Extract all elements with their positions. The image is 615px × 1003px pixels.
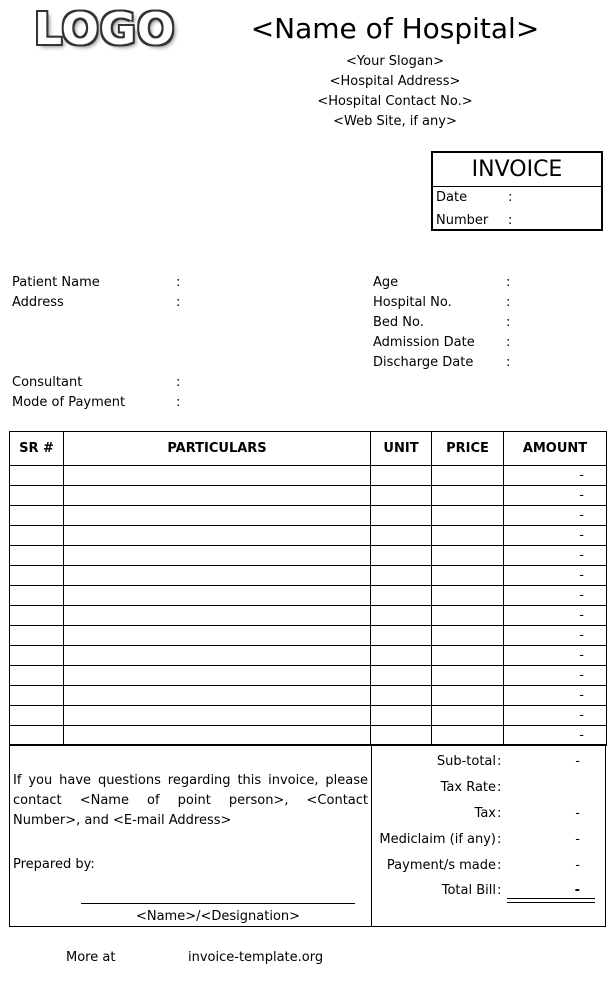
cell-particulars[interactable] <box>64 626 371 646</box>
colon: : <box>176 295 181 310</box>
header-sr: SR # <box>10 432 64 466</box>
cell-unit[interactable] <box>371 726 432 746</box>
cell-price[interactable] <box>432 486 504 506</box>
questions-note: If you have questions regarding this invoice, please contact <Name of point person>, <Contact Number>, and <E-mail Address> <box>13 773 368 828</box>
cell-amount[interactable]: - <box>504 726 607 746</box>
cell-particulars[interactable] <box>64 466 371 486</box>
invoice-box <box>431 151 603 231</box>
payments-made-value[interactable]: - <box>575 858 580 873</box>
cell-unit[interactable] <box>371 546 432 566</box>
cell-unit[interactable] <box>371 526 432 546</box>
logo: LOGO <box>34 4 176 55</box>
colon: : <box>497 780 502 795</box>
cell-price[interactable] <box>432 706 504 726</box>
cell-sr[interactable] <box>10 466 64 486</box>
items-table <box>9 431 607 746</box>
tax-value[interactable]: - <box>575 806 580 821</box>
cell-price[interactable] <box>432 546 504 566</box>
invoice-number-label: Number <box>436 213 489 228</box>
mediclaim-row <box>362 830 596 850</box>
cell-particulars[interactable] <box>64 486 371 506</box>
cell-price[interactable] <box>432 466 504 486</box>
colon: : <box>508 190 513 205</box>
cell-price[interactable] <box>432 586 504 606</box>
cell-price[interactable] <box>432 526 504 546</box>
cell-sr[interactable] <box>10 526 64 546</box>
table-row <box>10 586 607 606</box>
admission-date-label: Admission Date <box>373 335 475 350</box>
age-label: Age <box>373 275 399 290</box>
signature-name: <Name>/<Designation> <box>135 909 301 924</box>
cell-amount[interactable]: - <box>504 626 607 646</box>
cell-amount[interactable]: - <box>504 666 607 686</box>
cell-sr[interactable] <box>10 686 64 706</box>
colon: : <box>506 335 511 350</box>
hospital-contact: <Hospital Contact No.> <box>317 94 473 109</box>
subtotal-label: Sub-total <box>436 754 496 769</box>
cell-unit[interactable] <box>371 646 432 666</box>
colon: : <box>497 754 502 769</box>
cell-price[interactable] <box>432 686 504 706</box>
header-unit: UNIT <box>371 432 432 466</box>
cell-price[interactable] <box>432 566 504 586</box>
website: <Web Site, if any> <box>333 114 457 129</box>
cell-unit[interactable] <box>371 606 432 626</box>
more-at-label: More at <box>66 950 116 965</box>
tax-rate-row <box>362 778 596 798</box>
cell-sr[interactable] <box>10 706 64 726</box>
table-row <box>10 546 607 566</box>
table-row <box>10 526 607 546</box>
invoice-date-row[interactable] <box>433 187 601 209</box>
total-double-underline <box>507 898 595 903</box>
header-price: PRICE <box>432 432 504 466</box>
cell-sr[interactable] <box>10 486 64 506</box>
cell-sr[interactable] <box>10 506 64 526</box>
colon: : <box>506 275 511 290</box>
cell-particulars[interactable] <box>64 686 371 706</box>
colon: : <box>508 213 513 228</box>
invoice-title: INVOICE <box>433 153 601 187</box>
cell-amount[interactable]: - <box>504 486 607 506</box>
cell-unit[interactable] <box>371 466 432 486</box>
invoice-number-row[interactable] <box>433 210 601 232</box>
table-header-row <box>10 432 607 466</box>
hospital-no-label: Hospital No. <box>373 295 452 310</box>
cell-amount[interactable]: - <box>504 706 607 726</box>
cell-unit[interactable] <box>371 586 432 606</box>
slogan: <Your Slogan> <box>346 54 444 69</box>
cell-sr[interactable] <box>10 606 64 626</box>
cell-sr[interactable] <box>10 566 64 586</box>
cell-unit[interactable] <box>371 506 432 526</box>
colon: : <box>506 295 511 310</box>
cell-particulars[interactable] <box>64 566 371 586</box>
colon: : <box>497 858 502 873</box>
mediclaim-label: Mediclaim (if any) <box>379 832 496 847</box>
tax-label: Tax <box>474 806 496 821</box>
table-row <box>10 606 607 626</box>
cell-unit[interactable] <box>371 686 432 706</box>
cell-price[interactable] <box>432 606 504 626</box>
cell-amount[interactable]: - <box>504 466 607 486</box>
cell-amount[interactable]: - <box>504 526 607 546</box>
colon: : <box>176 395 181 410</box>
cell-particulars[interactable] <box>64 646 371 666</box>
mediclaim-value[interactable]: - <box>575 832 580 847</box>
cell-amount[interactable]: - <box>504 606 607 626</box>
invoice-date-label: Date <box>436 190 468 205</box>
cell-amount[interactable]: - <box>504 686 607 706</box>
cell-particulars[interactable] <box>64 666 371 686</box>
signature-line <box>81 903 355 904</box>
cell-particulars[interactable] <box>64 726 371 746</box>
table-row <box>10 486 607 506</box>
cell-price[interactable] <box>432 646 504 666</box>
table-row <box>10 466 607 486</box>
total-bill-label: Total Bill <box>441 883 496 898</box>
cell-amount[interactable]: - <box>504 546 607 566</box>
cell-price[interactable] <box>432 506 504 526</box>
cell-sr[interactable] <box>10 626 64 646</box>
cell-sr[interactable] <box>10 666 64 686</box>
cell-price[interactable] <box>432 726 504 746</box>
cell-particulars[interactable] <box>64 506 371 526</box>
cell-particulars[interactable] <box>64 706 371 726</box>
table-row <box>10 506 607 526</box>
bed-no-label: Bed No. <box>373 315 424 330</box>
colon: : <box>497 806 502 821</box>
cell-amount[interactable]: - <box>504 586 607 606</box>
consultant-label: Consultant <box>12 375 83 390</box>
cell-unit[interactable] <box>371 706 432 726</box>
table-row <box>10 666 607 686</box>
discharge-date-label: Discharge Date <box>373 355 474 370</box>
hospital-address: <Hospital Address> <box>329 74 461 89</box>
cell-price[interactable] <box>432 666 504 686</box>
table-row <box>10 626 607 646</box>
tax-rate-label: Tax Rate <box>440 780 496 795</box>
header-particulars: PARTICULARS <box>64 432 371 466</box>
cell-unit[interactable] <box>371 486 432 506</box>
table-row <box>10 566 607 586</box>
cell-sr[interactable] <box>10 726 64 746</box>
prepared-by-label: Prepared by: <box>13 857 95 872</box>
subtotal-row <box>362 752 596 772</box>
payment-mode-label: Mode of Payment <box>12 395 126 410</box>
cell-sr[interactable] <box>10 586 64 606</box>
total-bill-value[interactable]: - <box>574 883 580 898</box>
subtotal-value[interactable]: - <box>575 754 580 769</box>
colon: : <box>497 832 502 847</box>
cell-unit[interactable] <box>371 666 432 686</box>
payments-made-row <box>362 856 596 876</box>
tax-row <box>362 804 596 824</box>
cell-amount[interactable]: - <box>504 646 607 666</box>
cell-unit[interactable] <box>371 566 432 586</box>
cell-amount[interactable]: - <box>504 566 607 586</box>
patient-name-label: Patient Name <box>12 275 100 290</box>
cell-unit[interactable] <box>371 626 432 646</box>
table-row <box>10 726 607 746</box>
cell-particulars[interactable] <box>64 606 371 626</box>
colon: : <box>176 375 181 390</box>
colon: : <box>506 355 511 370</box>
table-row <box>10 686 607 706</box>
hospital-name: <Name of Hospital> <box>250 12 540 45</box>
colon: : <box>176 275 181 290</box>
cell-particulars[interactable] <box>64 586 371 606</box>
cell-sr[interactable] <box>10 546 64 566</box>
address-label: Address <box>12 295 64 310</box>
cell-price[interactable] <box>432 626 504 646</box>
table-row <box>10 706 607 726</box>
header-amount: AMOUNT <box>504 432 607 466</box>
cell-sr[interactable] <box>10 646 64 666</box>
cell-amount[interactable]: - <box>504 506 607 526</box>
cell-particulars[interactable] <box>64 546 371 566</box>
payments-made-label: Payment/s made <box>386 858 496 873</box>
colon: : <box>497 883 502 898</box>
colon: : <box>506 315 511 330</box>
cell-particulars[interactable] <box>64 526 371 546</box>
table-row <box>10 646 607 666</box>
site-link[interactable]: invoice-template.org <box>188 950 324 965</box>
